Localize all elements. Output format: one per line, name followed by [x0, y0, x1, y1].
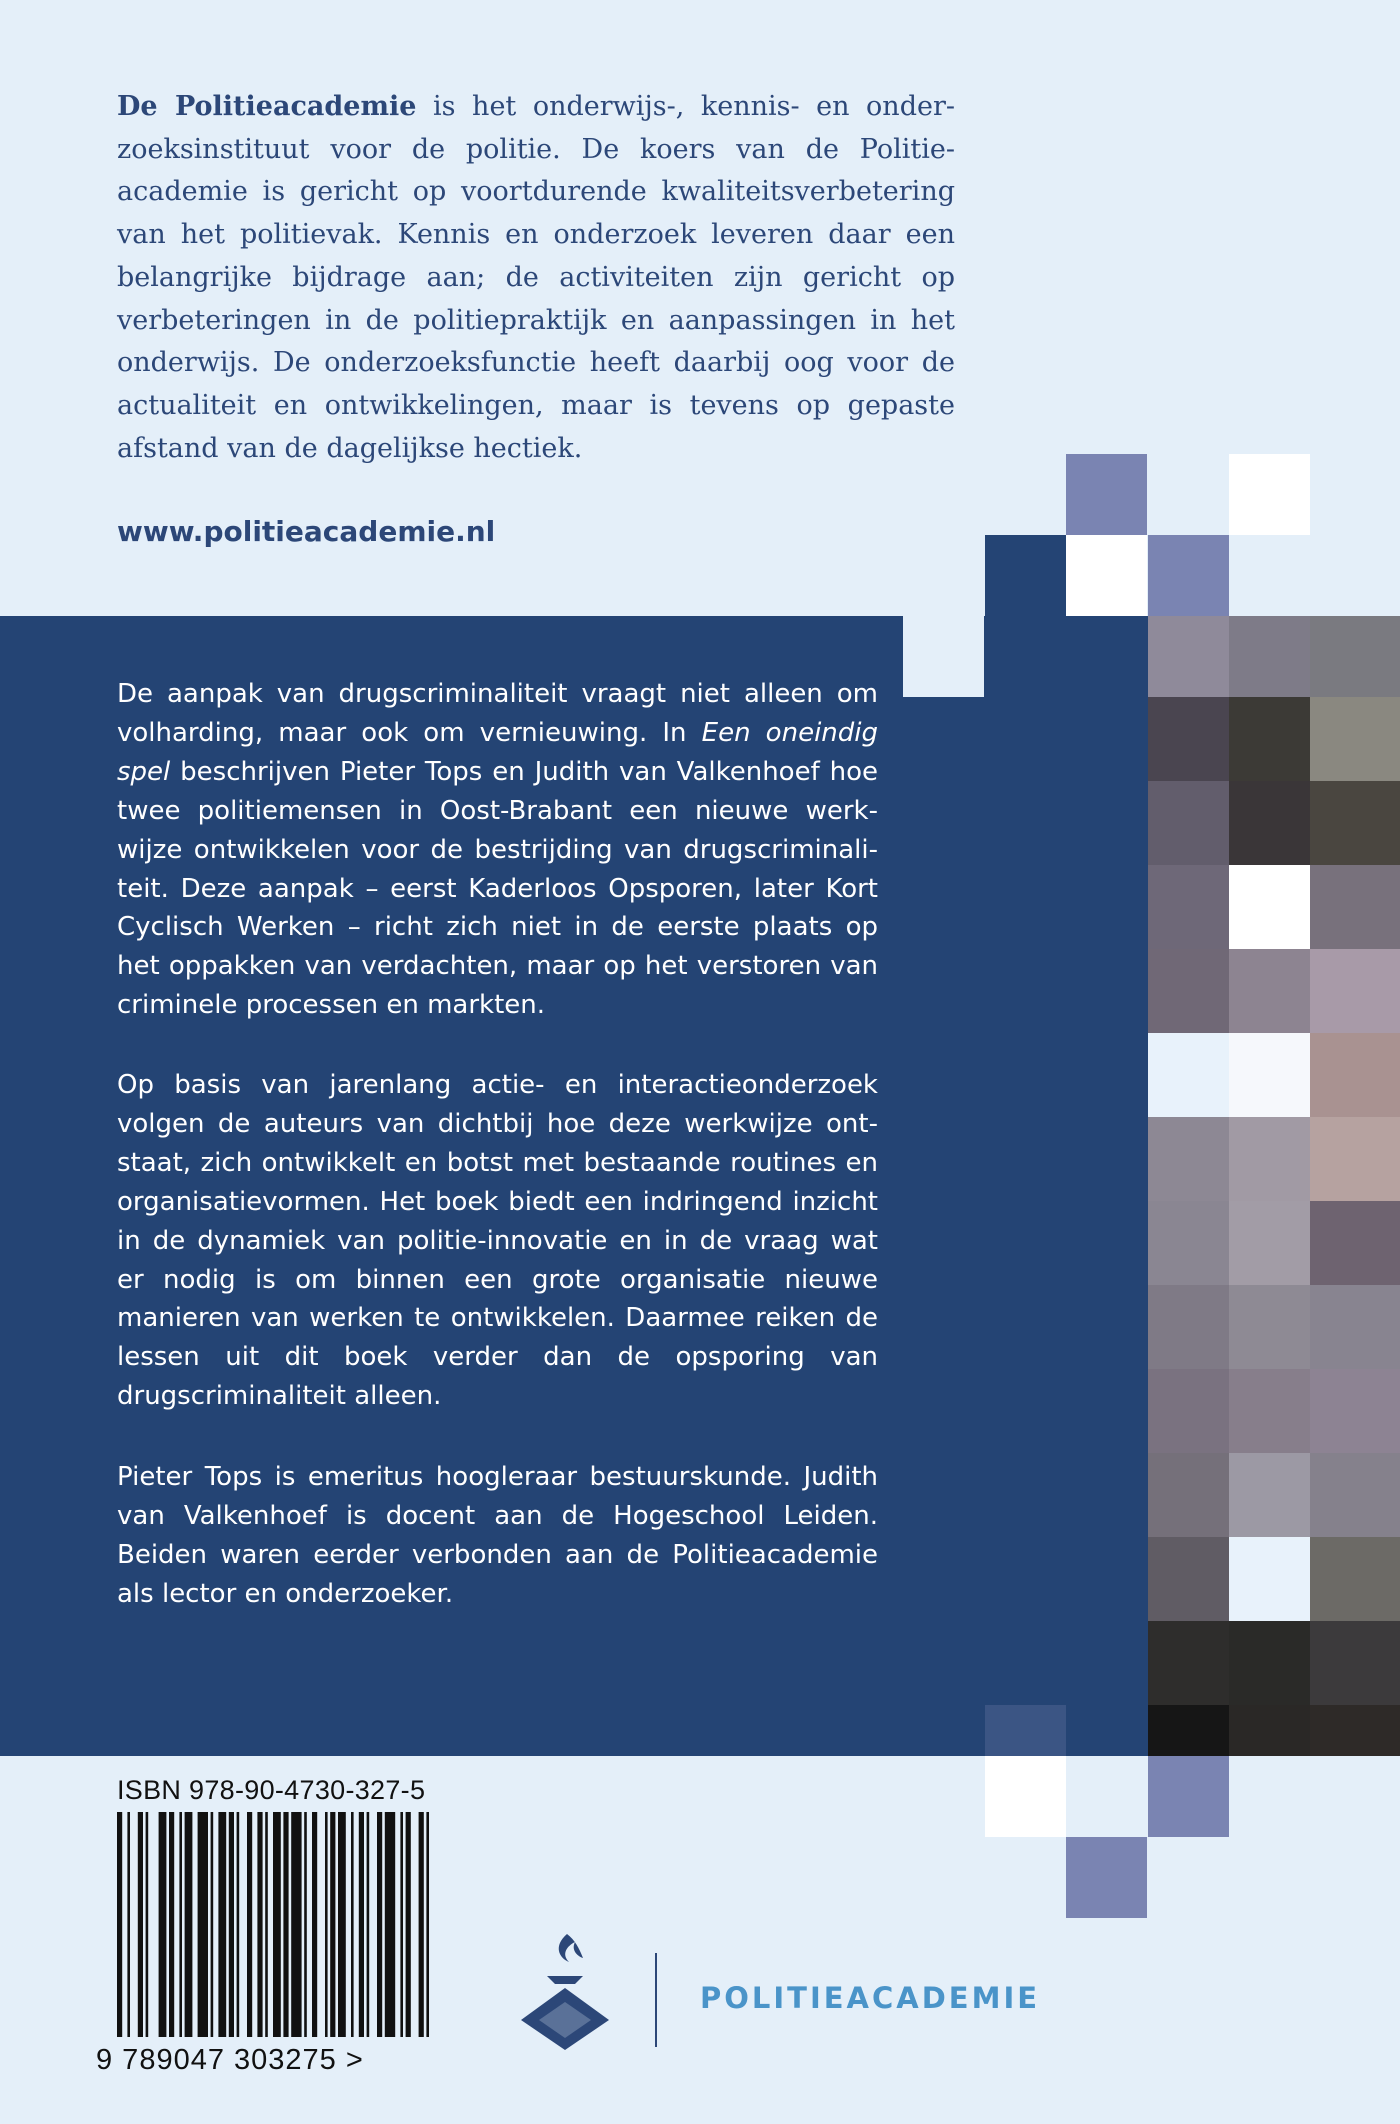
intro-paragraph	[117, 86, 955, 470]
barcode-bar	[179, 1812, 182, 2037]
barcode-bar	[146, 1812, 149, 2037]
barcode-bar	[426, 1812, 429, 2037]
mosaic-tile	[1229, 781, 1310, 865]
mosaic-tile	[1229, 1621, 1310, 1705]
mosaic-tile	[985, 535, 1066, 616]
mosaic-tile	[985, 1756, 1066, 1837]
mosaic-tile	[985, 1705, 1066, 1756]
barcode-bar	[273, 1812, 281, 2037]
mosaic-tile	[1229, 1537, 1310, 1621]
barcode-bar	[406, 1812, 411, 2037]
mosaic-tile	[1310, 1453, 1400, 1537]
barcode-bar	[237, 1812, 240, 2037]
mosaic-tile	[1066, 454, 1147, 535]
mosaic-tile	[1310, 1033, 1400, 1117]
mosaic-tile	[1148, 865, 1229, 949]
barcode-bar	[351, 1812, 354, 2037]
barcode-bar	[330, 1812, 335, 2037]
blurb-p1-before: De aanpak van drugscriminaliteit vraagt niet alleen om volharding, maar ook om vernieuwing. In	[117, 679, 878, 748]
blurb-paragraph-2: Op basis van jarenlang actie- en interactieonderzoek volgen de auteurs van dichtbij hoe deze werkwijze ontstaat, zich ontwikkelt en botst met bestaande routines en organisatievormen. Het boek biedt een indringend inzicht in de dynamiek van politie-innovatie en in de vraag wat er nodig is om binnen een grote organisatie nieuwe manieren van werken te ontwikkelen. Daarmee reiken de lessen uit dit boek verder dan de opsporing van drugscriminaliteit alleen.	[117, 1070, 878, 1412]
mosaic-tile	[1066, 535, 1147, 616]
mosaic-tile	[1310, 865, 1400, 949]
blurb-p1-after: beschrijven Pieter Tops en Judith van Valkenhoef hoe twee politiemensen in Oost-Brabant een nieuwe werkwijze ontwikkelen voor de bestrijding van drugscriminaliteit. Deze aanpak – eerst Kaderloos Opsporen, later Kort Cyclisch Werken – richt zich niet in de eerste plaats op het oppakken van verdachten, maar op het verstoren van criminele processen en markten.	[117, 756, 878, 1021]
mosaic-tile	[985, 616, 1066, 697]
mosaic-tile	[1229, 1705, 1310, 1756]
barcode-bar	[127, 1812, 130, 2037]
mosaic-tile	[1229, 1201, 1310, 1285]
barcode-bar	[229, 1812, 234, 2037]
barcode-bar	[312, 1812, 317, 2037]
barcode-bar	[291, 1812, 301, 2037]
mosaic-tile	[1066, 1837, 1147, 1918]
mosaic-tile	[1229, 454, 1310, 535]
panel-notch	[903, 616, 984, 697]
barcode-bar	[325, 1812, 328, 2037]
mosaic-tile	[1310, 1369, 1400, 1453]
mosaic-tile	[1310, 1117, 1400, 1201]
barcode-bar	[265, 1812, 268, 2037]
barcode-bar	[304, 1812, 307, 2037]
barcode-bar	[211, 1812, 214, 2037]
mosaic-tile	[1148, 535, 1229, 616]
barcode-bar	[367, 1812, 370, 2037]
book-title: Een oneindig spel	[117, 717, 878, 787]
mosaic-tile	[1310, 949, 1400, 1033]
mosaic-tile	[1148, 1705, 1229, 1756]
mosaic-tile	[1148, 616, 1229, 697]
mosaic-tile	[1148, 1756, 1229, 1837]
isbn-label: ISBN 978-90-4730-327-5	[117, 1775, 426, 1805]
mosaic-tile	[1148, 1117, 1229, 1201]
mosaic-tile	[1310, 781, 1400, 865]
mosaic-tile	[1229, 865, 1310, 949]
blurb-paragraph-1	[117, 675, 878, 1025]
mosaic-tile	[1066, 697, 1147, 781]
mosaic-tile	[1310, 1285, 1400, 1369]
barcode-bar	[400, 1812, 403, 2037]
mosaic-tile	[1310, 1621, 1400, 1705]
mosaic-tile	[1229, 697, 1310, 781]
barcode-bar	[159, 1812, 167, 2037]
mosaic-tile	[1229, 949, 1310, 1033]
barcode-bar	[169, 1812, 174, 2037]
mosaic-tile	[1148, 949, 1229, 1033]
mosaic-tile	[1066, 616, 1147, 697]
barcode-bar	[257, 1812, 262, 2037]
mosaic-tile	[1148, 1285, 1229, 1369]
police-grenade-emblem-icon	[517, 1932, 613, 2052]
mosaic-tile	[1148, 697, 1229, 781]
mosaic-tile	[1148, 1453, 1229, 1537]
mosaic-tile	[1229, 1369, 1310, 1453]
mosaic-tile	[1310, 616, 1400, 697]
mosaic-tile	[1310, 697, 1400, 781]
barcode-bar	[185, 1812, 193, 2037]
mosaic-tile	[1310, 1537, 1400, 1621]
barcode-bar	[359, 1812, 364, 2037]
mosaic-tile	[1148, 1537, 1229, 1621]
intro-lead: De Politieacademie	[117, 91, 417, 122]
barcode-bar	[385, 1812, 395, 2037]
mosaic-tile	[1229, 1117, 1310, 1201]
mosaic-tile	[1148, 1621, 1229, 1705]
intro-text: is het onderwijs-, kennis- en onderzoeksinstituut voor de politie. De koers van de Politieacademie is gericht op voortdurende kwaliteitsverbetering van het politievak. Kennis en onderzoek leveren daar een belangrijke bijdrage aan; de activiteiten zijn gericht op verbeteringen in de politiepraktijk en aanpassingen in het onderwijs. De onderzoeksfunctie heeft daarbij oog voor de actualiteit en ontwikkelingen, maar is tevens op gepaste afstand van de dagelijkse hectiek.	[117, 91, 955, 464]
barcode-digits: 9 789047 303275 >	[96, 2044, 364, 2076]
mosaic-tile	[1148, 1369, 1229, 1453]
barcode-bar	[117, 1812, 122, 2037]
mosaic-tile	[1229, 1033, 1310, 1117]
mosaic-tile	[1148, 781, 1229, 865]
barcode-bar	[338, 1812, 346, 2037]
logo-wordmark: POLITIEACADEMIE	[700, 1981, 1041, 2015]
website-url: www.politieacademie.nl	[117, 515, 496, 548]
mosaic-tile	[1229, 1453, 1310, 1537]
mosaic-tile	[1148, 1033, 1229, 1117]
mosaic-tile	[1310, 1705, 1400, 1756]
barcode-bar	[218, 1812, 226, 2037]
barcode-bar	[283, 1812, 288, 2037]
barcode	[117, 1812, 467, 2042]
barcode-bar	[138, 1812, 143, 2037]
mosaic-tile	[985, 697, 1066, 781]
mosaic-tile	[1310, 1201, 1400, 1285]
mosaic-tile	[1229, 616, 1310, 697]
mosaic-tile	[1066, 1705, 1147, 1756]
barcode-bar	[198, 1812, 208, 2037]
mosaic-tile	[1148, 1201, 1229, 1285]
logo-divider	[655, 1953, 657, 2047]
barcode-bar	[377, 1812, 382, 2037]
mosaic-tile	[1229, 1285, 1310, 1369]
barcode-bar	[419, 1812, 424, 2037]
blurb-paragraph-3: Pieter Tops is emeritus hoogleraar bestuurskunde. Judith van Valkenhoef is docent aan de Hogeschool Leiden. Beiden waren eerder verbonden aan de Politieacademie als lector en onderzoeker.	[117, 1462, 878, 1609]
barcode-bar	[247, 1812, 252, 2037]
